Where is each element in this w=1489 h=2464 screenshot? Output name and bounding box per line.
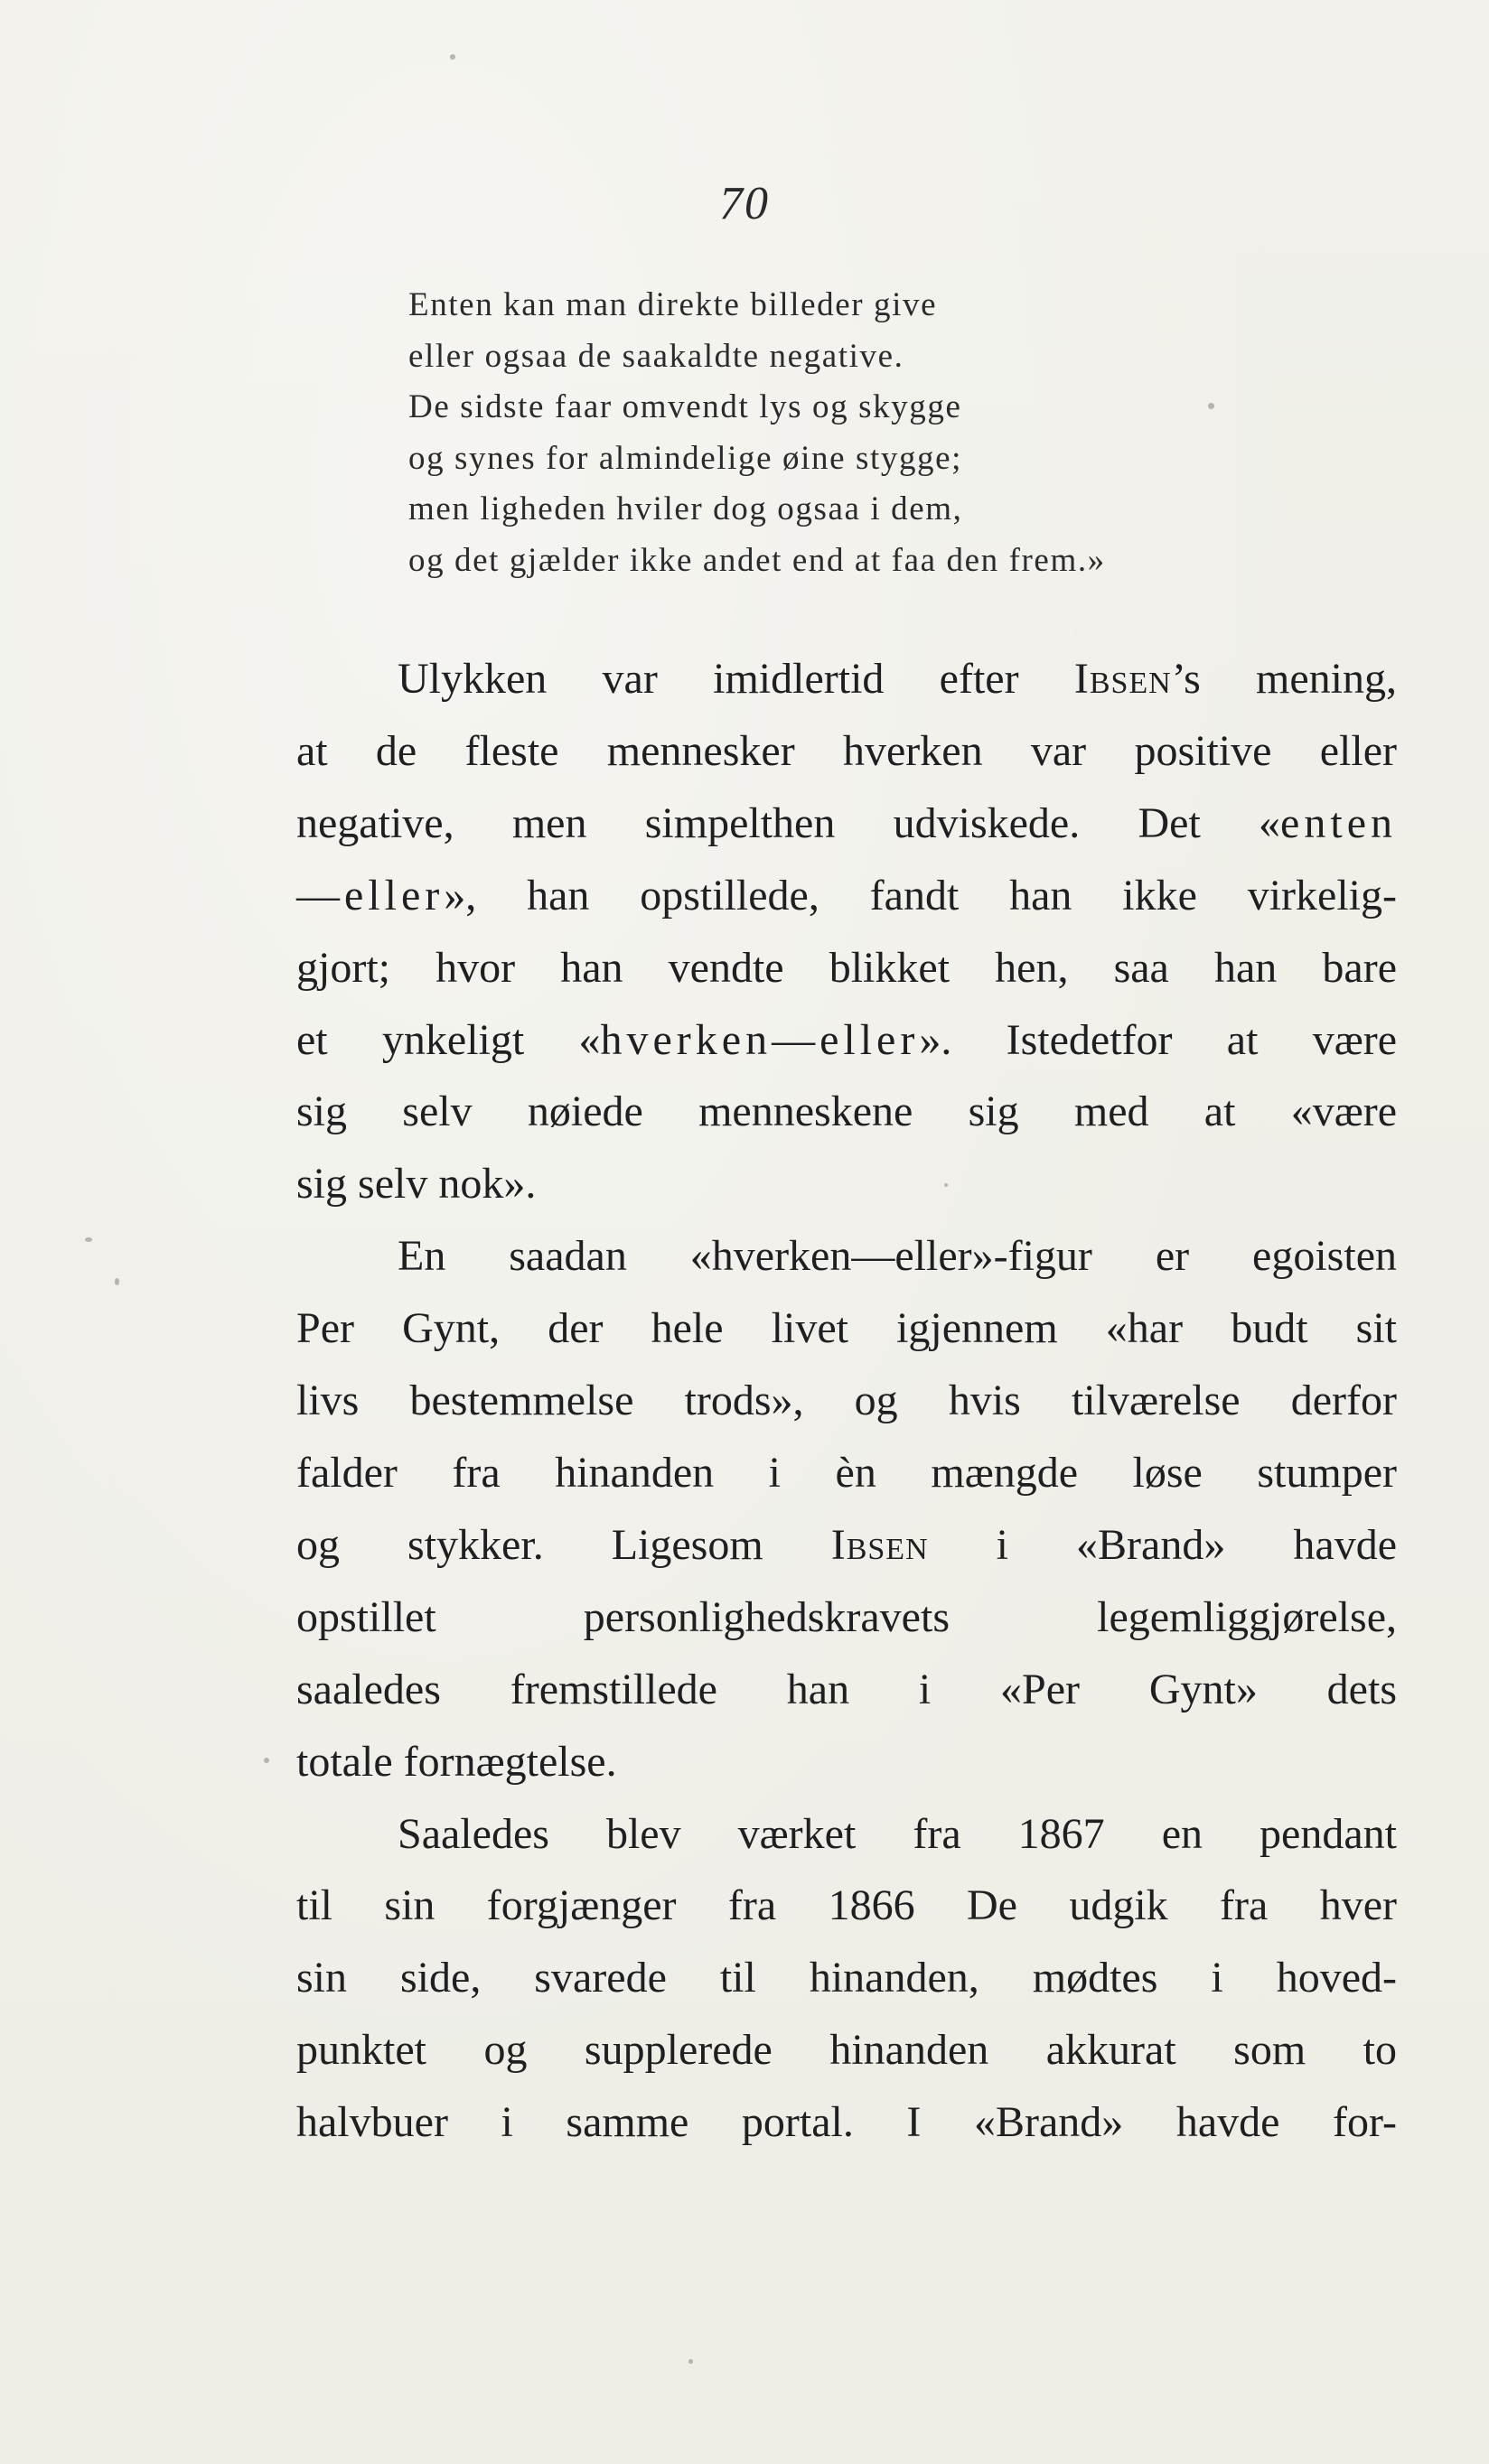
- poem-line: Enten kan man direkte billeder give: [408, 286, 938, 323]
- speck: [264, 1758, 269, 1763]
- text-span: ’s mening,: [1171, 655, 1397, 703]
- speck: [944, 1183, 948, 1187]
- text-span: et ynkeligt «: [296, 1015, 601, 1064]
- text-line: sig selv nok».: [296, 1160, 537, 1209]
- poem-line: De sidste faar omvendt lys og skygge: [408, 388, 962, 425]
- text-span: og stykker. Ligesom: [296, 1520, 831, 1569]
- poem-quote: [408, 280, 1357, 586]
- text-span: Ulykken var imidlertid efter: [398, 655, 1074, 703]
- speck: [688, 2359, 693, 2364]
- text-line: [296, 643, 1397, 715]
- text-line: halvbuer i samme portal. I «Brand» havde for-: [296, 2098, 1397, 2147]
- speck: [1208, 403, 1214, 409]
- text-line: til sin forgjænger fra 1866 De udgik fra hver: [296, 1881, 1397, 1930]
- poem-line: og det gjælder ikke andet end at faa den frem.»: [408, 541, 1106, 579]
- author-name: Ibsen: [830, 1520, 929, 1569]
- poem-line: og synes for almindelige øine stygge;: [408, 439, 963, 477]
- author-name: Ibsen: [1073, 655, 1172, 703]
- text-line: En saadan «hverken—eller»-figur er egoisten: [398, 1232, 1397, 1281]
- text-line: [296, 1509, 1397, 1582]
- text-line: opstillet personlighedskravets legemliggjørelse,: [296, 1592, 1397, 1641]
- text-line: Saaledes blev værket fra 1867 en pendant: [398, 1809, 1397, 1858]
- text-line: [296, 860, 1397, 932]
- text-line: [296, 1004, 1397, 1077]
- text-span: », han opstillede, fandt han ikke virkelig-: [444, 871, 1397, 919]
- spaced-text: hverken—eller: [600, 1015, 920, 1064]
- speck: [85, 1237, 92, 1242]
- text-line: sig selv nøiede menneskene sig med at «være: [296, 1087, 1397, 1136]
- text-line: punktet og supplerede hinanden akkurat som to: [296, 2026, 1397, 2075]
- text-line: falder fra hinanden i èn mængde løse stumper: [296, 1448, 1397, 1497]
- text-line: totale fornægtelse.: [296, 1737, 617, 1786]
- poem-line: men ligheden hviler dog ogsaa i dem,: [408, 490, 963, 527]
- spaced-text: enten: [1280, 798, 1397, 847]
- speck: [115, 1278, 119, 1285]
- text-line: [296, 788, 1397, 860]
- text-line: gjort; hvor han vendte blikket hen, saa han bare: [296, 943, 1397, 992]
- poem-line: eller ogsaa de saakaldte negative.: [408, 337, 904, 375]
- text-line: at de fleste mennesker hverken var positive eller: [296, 726, 1397, 775]
- text-line: livs bestemmelse trods», og hvis tilværelse derfor: [296, 1377, 1397, 1425]
- page-number: 70: [719, 178, 770, 229]
- body-text: [296, 643, 1397, 2159]
- text-line: saaledes fremstillede han i «Per Gynt» dets: [296, 1665, 1397, 1713]
- text-span: negative, men simpelthen udviskede. Det «: [296, 798, 1281, 847]
- spaced-text: —eller: [296, 871, 445, 919]
- text-line: Per Gynt, der hele livet igjennem «har budt sit: [296, 1304, 1397, 1353]
- speck: [450, 54, 455, 60]
- text-line: sin side, svarede til hinanden, mødtes i hoved-: [296, 1954, 1397, 2002]
- text-span: ». Istedetfor at være: [919, 1015, 1397, 1064]
- text-span: i «Brand» havde: [928, 1520, 1397, 1569]
